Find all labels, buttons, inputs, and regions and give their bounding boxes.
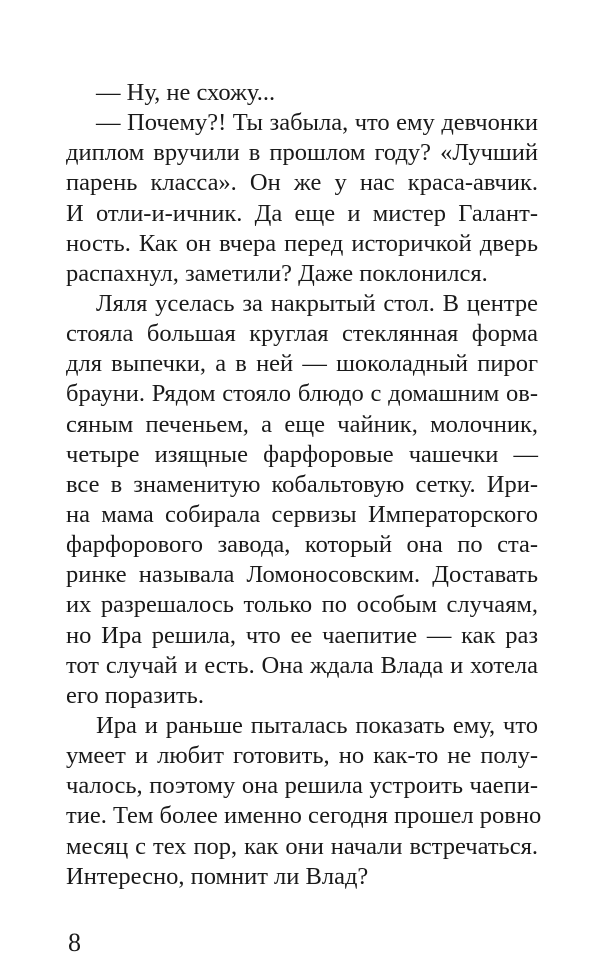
text-line: для выпечки, а в ней — шоколадный пирог	[66, 350, 538, 378]
page-number: 8	[68, 928, 81, 957]
text-line: Интересно, помнит ли Влад?	[66, 862, 369, 890]
text-line: умеет и любит готовить, но как-то не полу-	[66, 742, 538, 770]
text-line: чалось, поэтому она решила устроить чаепи-	[66, 772, 538, 800]
text-line: Ира и раньше пыталась показать ему, что	[96, 711, 538, 739]
paragraph	[66, 289, 538, 711]
text-line: их разрешалось только по особым случаям,	[66, 591, 538, 619]
paragraph	[66, 108, 538, 289]
text-line: парень класса». Он же у нас краса-авчик.	[66, 169, 538, 197]
text-line: его поразить.	[66, 681, 204, 709]
text-line: четыре изящные фарфоровые чашечки —	[66, 440, 538, 468]
text-line: на мама собирала сервизы Императорского	[66, 500, 538, 528]
text-line: месяц с тех пор, как они начали встречаться.	[66, 832, 538, 860]
text-line: тие. Тем более именно сегодня прошел ровно	[66, 802, 542, 830]
text-line: — Ну, не схожу...	[96, 79, 276, 106]
paragraph	[66, 711, 542, 892]
text-line: И отли-и-ичник. Да еще и мистер Галант-	[66, 199, 538, 227]
text-line: ность. Как он вчера перед историчкой дверь	[66, 229, 538, 257]
text-line: тот случай и есть. Она ждала Влада и хотела	[66, 651, 538, 679]
text-line: ринке называла Ломоносовским. Доставать	[66, 561, 538, 589]
text-line: распахнул, заметили? Даже поклонился.	[66, 259, 488, 287]
paragraph	[66, 78, 538, 108]
text-line: стояла большая круглая стеклянная форма	[66, 320, 538, 348]
text-line: сяным печеньем, а еще чайник, молочник,	[66, 410, 538, 438]
text-line: диплом вручили в прошлом году? «Лучший	[66, 139, 538, 167]
text-line: брауни. Рядом стояло блюдо с домашним ов-	[66, 380, 538, 408]
text-line: Ляля уселась за накрытый стол. В центре	[96, 289, 538, 317]
text-line: фарфорового завода, который она по ста-	[66, 531, 538, 559]
book-text	[66, 78, 542, 892]
text-line: все в знаменитую кобальтовую сетку. Ири-	[66, 470, 538, 498]
text-line: но Ира решила, что ее чаепитие — как раз	[66, 621, 538, 649]
text-line: — Почему?! Ты забыла, что ему девчонки	[96, 109, 538, 137]
